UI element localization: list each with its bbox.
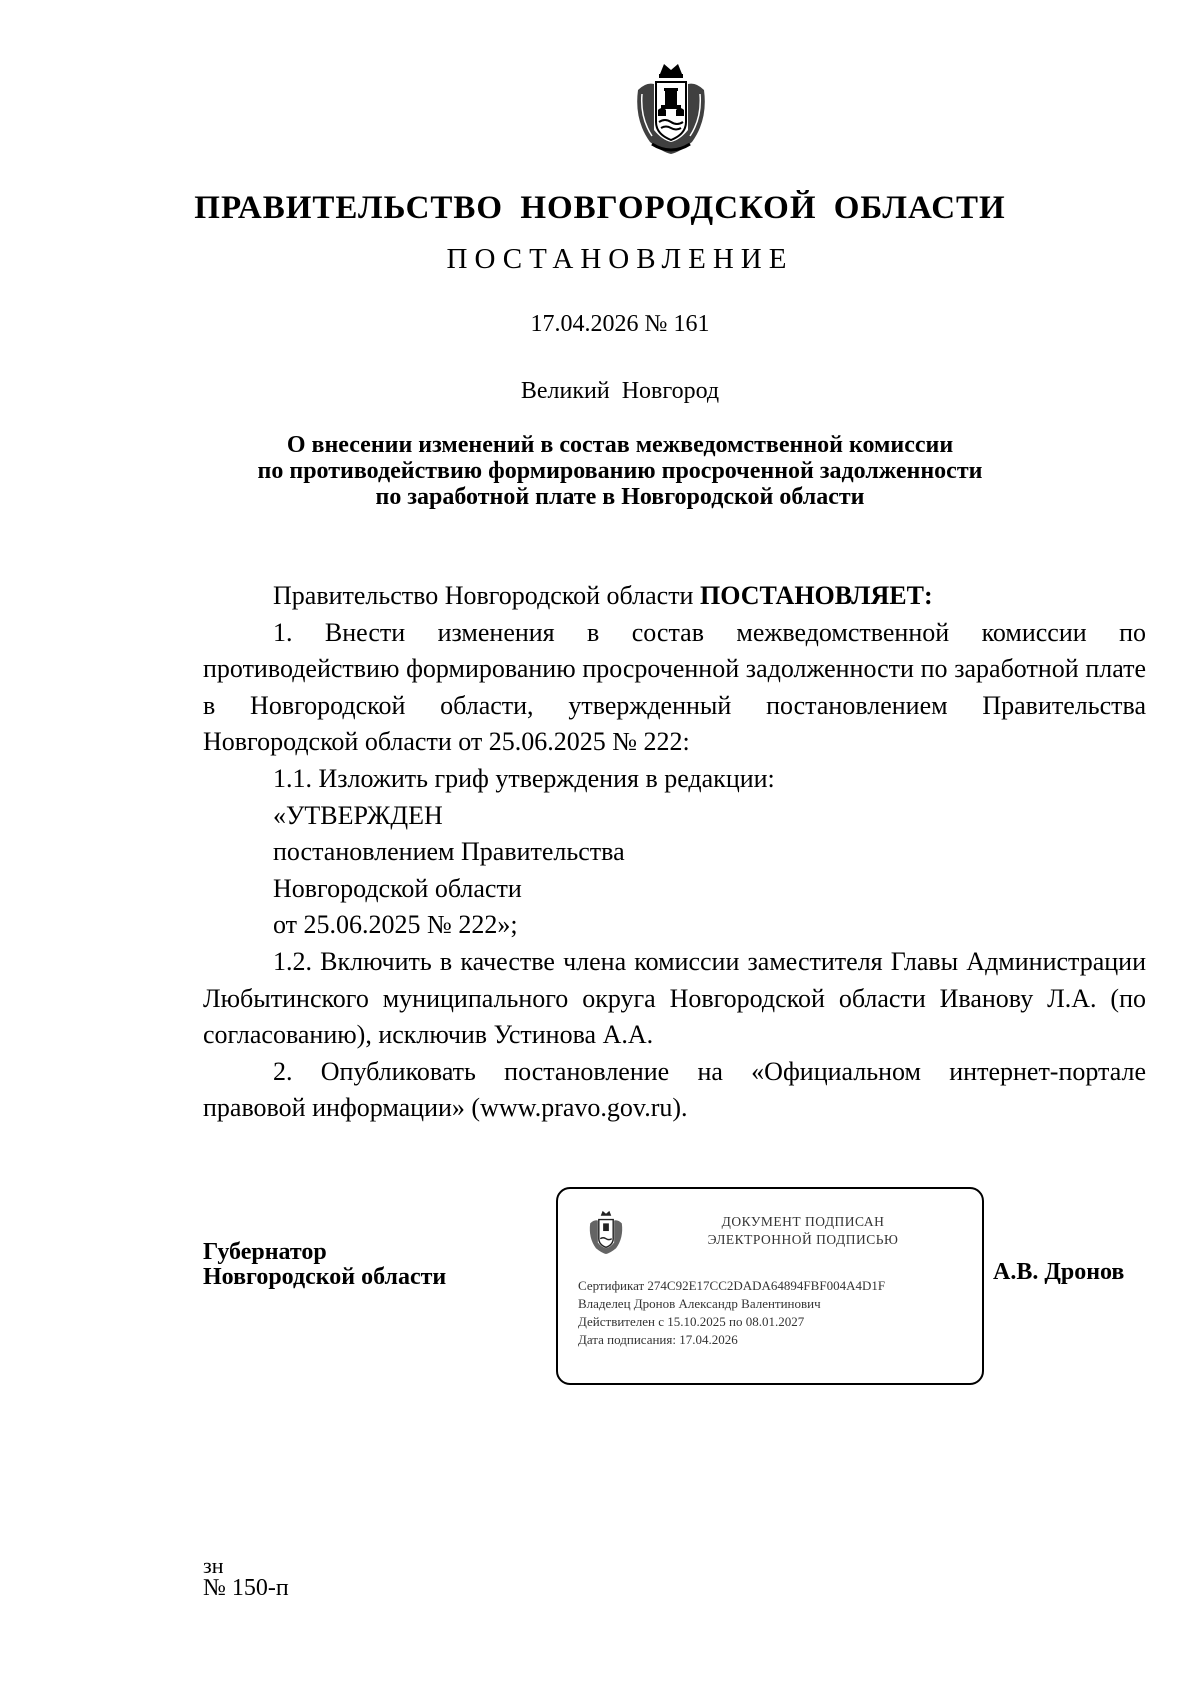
- grif-line: от 25.06.2025 № 222»;: [273, 910, 518, 940]
- document-body: [203, 578, 1146, 1127]
- government-title: ПРАВИТЕЛЬСТВО НОВГОРОДСКОЙ ОБЛАСТИ: [194, 190, 1006, 226]
- document-title-line: О внесении изменений в состав межведомственной комиссии: [286, 432, 954, 458]
- stamp-details: [578, 1277, 885, 1349]
- stamp-validity: Действителен с 15.10.2025 по 08.01.2027: [578, 1314, 805, 1329]
- footer-number: № 150-п: [203, 1575, 289, 1601]
- grif-line: Новгородской области: [273, 873, 522, 903]
- stamp-heading: [668, 1213, 938, 1249]
- document-title-line: по противодействию формированию просроченной задолженности: [257, 458, 983, 484]
- document-date-number: 17.04.2026 № 161: [530, 311, 710, 337]
- signatory-name: А.В. Дронов: [993, 1259, 1125, 1285]
- signatory-role: [203, 1240, 446, 1290]
- resolves-keyword: ПОСТАНОВЛЯЕТ:: [699, 581, 933, 610]
- document-title: [0, 432, 1200, 510]
- document-place: Великий Новгород: [520, 378, 720, 404]
- stamp-heading-line: ДОКУМЕНТ ПОДПИСАН: [721, 1214, 885, 1229]
- signatory-role-line: Губернатор: [203, 1239, 327, 1265]
- stamp-certificate: Сертификат 274C92E17CC2DADA64894FBF004A4D1F: [578, 1278, 886, 1293]
- signatory-role-line: Новгородской области: [203, 1264, 447, 1290]
- paragraph-1: 1. Внести изменения в состав межведомственной комиссии по противодействию формированию просроченной задолженности по заработной плате в Новгородской области, утвержденный постановлением Правительства Новгородской области от 25.06.2025 № 222:: [203, 617, 1146, 757]
- intro-text: Правительство Новгородской области: [273, 581, 700, 610]
- coat-of-arms-icon: [586, 1209, 626, 1255]
- paragraph-1-1: 1.1. Изложить гриф утверждения в редакции:: [273, 763, 775, 793]
- document-kind: ПОСТАНОВЛЕНИЕ: [446, 243, 794, 275]
- grif-line: «УТВЕРЖДЕН: [273, 800, 443, 830]
- document-title-line: по заработной плате в Новгородской области: [375, 484, 865, 510]
- stamp-heading-line: ЭЛЕКТРОННОЙ ПОДПИСЬЮ: [707, 1232, 899, 1247]
- coat-of-arms-icon: [630, 60, 712, 156]
- footer-mark: зн: [203, 1553, 224, 1578]
- document-footer: [203, 1555, 289, 1599]
- paragraph-2: 2. Опубликовать постановление на «Официальном интернет-портале правовой информации» (www.pravo.gov.ru).: [203, 1056, 1146, 1123]
- paragraph-1-2: 1.2. Включить в качестве члена комиссии заместителя Главы Администрации Любытинского муниципального округа Новгородской области Иванову Л.А. (по согласованию), исключив Устинова А.А.: [203, 946, 1146, 1050]
- stamp-signing-date: Дата подписания: 17.04.2026: [578, 1332, 738, 1347]
- stamp-owner: Владелец Дронов Александр Валентинович: [578, 1296, 821, 1311]
- electronic-signature-stamp: [556, 1187, 984, 1385]
- grif-line: постановлением Правительства: [273, 837, 625, 867]
- resolution-intro: [203, 578, 1146, 615]
